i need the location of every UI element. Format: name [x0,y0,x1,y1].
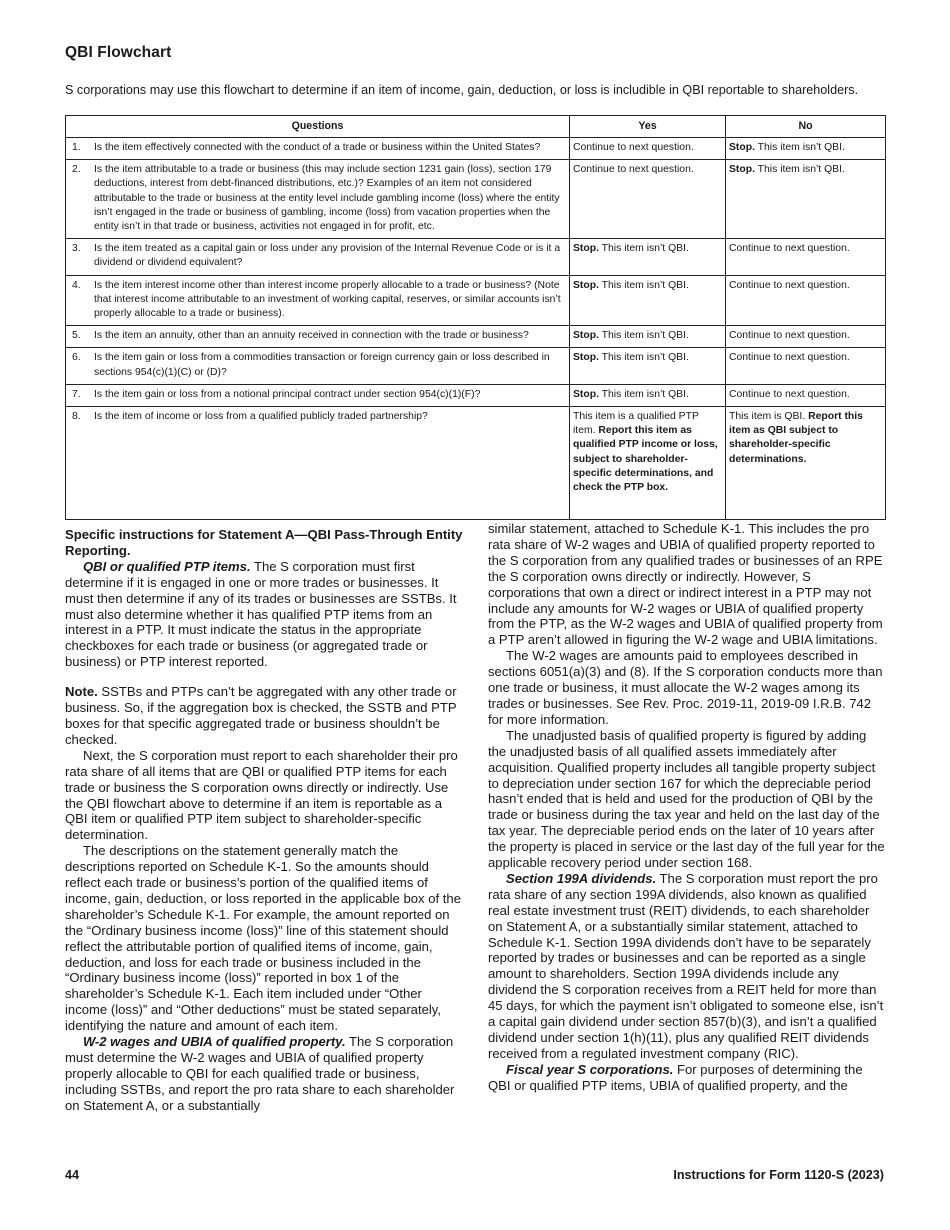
intro-paragraph: S corporations may use this flowchart to determine if an item of income, gain, deduction, or loss is includible in QBI reportable to shareholders. [65,83,859,97]
question-text: Is the item interest income other than interest income properly allocable to a trade or business? (Note that interest income attributable to an investment of working capital, reserves, or similar accounts isn’t properly allocable to a trade or business). [94,279,561,320]
paragraph [488,1062,886,1094]
run-in-heading: W-2 wages and UBIA of qualified property. [83,1034,346,1050]
no-cell [726,160,886,239]
yes-cell [570,384,726,406]
no-cell [726,138,886,160]
no-bold: Report this item as QBI subject to shareholder-specific determinations. [729,411,863,465]
question-number: 6. [72,352,81,364]
table-row [66,160,886,239]
paragraph [488,871,886,1062]
no-cell [726,348,886,384]
table-row [66,384,886,406]
question-text: Is the item attributable to a trade or business (this may include section 1231 gain (loss), section 179 deductions, interest from debt-financed distributions, etc.)? Examples of an item not considered attributable to the trade or business at the entity level include gambling income (loss) where the entity isn’t engaged in the trade or business of gambling, income (loss) from vacation properties when the entity isn’t in that trade or business, activities not engaged in for profit, etc. [94,164,560,233]
right-column [488,521,886,1094]
question-text: Is the item effectively connected with the conduct of a trade or business within the United States? [94,142,541,153]
paragraph: The descriptions on the statement generally match the descriptions reported on Schedule K-1. So the amounts should reflect each trade or business’s portion of the qualified items of income, gain, deduction, or loss reported in the applicable box of the shareholder’s Schedule K-1. For example, the amount reported on the “Ordinary business income (loss)” line of this statement should reflect the attributable portion of qualified items of income, gain, deduction, and loss for each trade or business included in the “Ordinary business income (loss)” reported in box 1 of the shareholder’s Schedule K-1. Each item included under “Other income (loss)” and “Other deductions” must be stated separately, identifying the nature and amount of each item. [65,843,461,1034]
yes-text: This item isn’t QBI. [598,330,689,342]
no-text: This item is QBI. [729,411,809,423]
yes-text: Continue to next question. [573,164,694,176]
no-cell [726,326,886,348]
yes-bold: Stop. [573,330,599,342]
table-row [66,407,886,520]
yes-cell [570,160,726,239]
question-cell [66,326,570,348]
no-text: This item isn’t QBI. [754,164,845,176]
question-cell [66,275,570,326]
yes-text: This item isn’t QBI. [598,243,689,255]
yes-bold: Report this item as qualified PTP income or loss, subject to shareholder-specific determinations, and check the PTP box. [573,425,718,494]
run-in-heading: Section 199A dividends. [506,870,657,886]
form-title: Instructions for Form 1120-S (2023) [673,1168,884,1182]
paragraph: similar statement, attached to Schedule K-1. This includes the pro rata share of W-2 wages and UBIA of qualified property reported to the S corporation from any qualified trades or businesses of an RPE the S corporation owns directly or indirectly. However, S corporations that own a direct or indirect interest in a PTP may not include any amounts for W-2 wages or UBIA of qualified property from the PTP, as the W-2 wages and UBIA of qualified property from a PTP aren’t allowed in figuring the W-2 wage and UBIA limitations. [488,521,883,648]
question-number: 4. [72,279,81,291]
note-paragraph [65,684,463,748]
question-number: 8. [72,411,81,423]
table-row [66,239,886,275]
no-text: This item isn’t QBI. [754,142,845,153]
yes-text: This item is a qualified PTP item. [573,411,699,437]
note-text: SSTBs and PTPs can’t be aggregated with any other trade or business. So, if the aggregation box is checked, the SSTB and PTP boxes for that specific aggregated trade or business shouldn’t be checked. [65,684,457,747]
qbi-flowchart-table [65,115,886,520]
yes-cell [570,138,726,160]
question-cell [66,138,570,160]
question-text: Is the item of income or loss from a qualified publicly traded partnership? [94,411,428,423]
no-cell [726,275,886,326]
paragraph: The unadjusted basis of qualified property is figured by adding the unadjusted basis of all qualified assets immediately after acquisition. Qualified property includes all tangible property subject to depreciation under section 167 for which the depreciable period hasn’t ended that is held and used for the production of QBI by the trade or business during the tax year and held on the last day of the tax year. The depreciable period ends on the later of 10 years after the property is placed in service or the last day of the full year for the applicable recovery period under section 168. [488,727,885,871]
paragraph-text: The S corporation must determine the W-2 wages and UBIA of qualified property properly allocable to QBI for each qualified trade or business, including SSTBs, and report the pro rata share to each shareholder on Statement A, or a substantially [65,1034,455,1113]
question-number: 1. [72,142,81,153]
table-header-row [66,116,886,138]
question-cell [66,384,570,406]
question-number: 2. [72,164,81,176]
yes-cell [570,239,726,275]
yes-cell [570,326,726,348]
note-label: Note. [65,684,98,700]
question-text: Is the item gain or loss from a notional principal contract under section 954(c)(1)(F)? [94,388,481,400]
no-text: Continue to next question. [729,388,850,400]
yes-text: Continue to next question. [573,142,694,153]
yes-bold: Stop. [573,279,599,291]
yes-cell [570,275,726,326]
question-text: Is the item an annuity, other than an annuity received in connection with the trade or business? [94,330,529,342]
question-cell [66,348,570,384]
no-bold: Stop. [729,142,755,153]
paragraph [65,559,463,670]
question-number: 3. [72,243,81,255]
yes-text: This item isn’t QBI. [598,388,689,400]
page-title: QBI Flowchart [65,44,172,61]
yes-text: This item isn’t QBI. [598,279,689,291]
yes-bold: Stop. [573,352,599,364]
no-cell [726,407,886,520]
run-in-heading: Fiscal year S corporations. [506,1061,674,1077]
yes-text: This item isn’t QBI. [598,352,689,364]
header-yes: Yes [570,116,726,138]
paragraph-text: The S corporation must first determine if it is engaged in one or more trades or businesses. It must then determine if any of its trades or businesses are SSTBs. It must also determine whether it has qualified PTP items from an interest in a PTP. It must indicate the status in the appropriate checkboxes for each trade or business (or aggregated trade or business) or PTP interest reported. [65,558,457,670]
paragraph-text: The S corporation must report the pro rata share of any section 199A dividends, also known as qualified real estate investment trust (REIT) dividends, to each shareholder on Statement A, or a substantially similar statement, attached to Schedule K-1. Section 199A dividends don’t have to be separately reported by trades or businesses and can be reported as a single amount to shareholders. Section 199A dividends include any dividend the S corporation receives from a REIT held for more than 45 days, for which the payment isn’t obligated to someone else, isn’t a capital gain dividend under section 857(b)(3), and isn’t a qualified dividend under section 1(h)(11), plus any qualified REIT dividends received from a regulated investment company (RIC). [488,870,884,1061]
no-cell [726,384,886,406]
no-text: Continue to next question. [729,243,850,255]
question-text: Is the item gain or loss from a commodities transaction or foreign currency gain or loss described in sections 954(c)(1)(C) or (D)? [94,352,550,378]
page-number: 44 [65,1168,80,1182]
no-bold: Stop. [729,164,755,176]
left-column [65,527,463,1114]
table-row [66,275,886,326]
paragraph: The W-2 wages are amounts paid to employees described in sections 6051(a)(3) and (8). If the S corporation conducts more than one trade or business, it must allocate the W-2 wages among its trades or businesses. See Rev. Proc. 2019-11, 2019-09 I.R.B. 742 for more information. [488,648,883,727]
question-number: 7. [72,388,81,400]
paragraph: Next, the S corporation must report to each shareholder their pro rata share of all items that are QBI or qualified PTP items for each trade or business the S corporation owns directly or indirectly. Use the QBI flowchart above to determine if an item is reportable as a QBI item or qualified PTP item subject to shareholder-specific determination. [65,747,458,843]
question-text: Is the item treated as a capital gain or loss under any provision of the Internal Revenue Code or is it a dividend or dividend equivalent? [94,243,561,269]
yes-bold: Stop. [573,243,599,255]
table-row [66,326,886,348]
no-text: Continue to next question. [729,330,850,342]
no-cell [726,239,886,275]
table-row [66,348,886,384]
table-row [66,138,886,160]
section-heading: Specific instructions for Statement A—QBI Pass-Through Entity Reporting. [65,527,463,558]
question-cell [66,407,570,520]
paragraph [65,1034,463,1114]
no-text: Continue to next question. [729,279,850,291]
question-number: 5. [72,330,81,342]
yes-cell [570,407,726,520]
paragraph-text: For purposes of determining the QBI or qualified PTP items, UBIA of qualified property, and the [488,1061,863,1093]
header-no: No [726,116,886,138]
question-cell [66,239,570,275]
yes-bold: Stop. [573,388,599,400]
question-cell [66,160,570,239]
run-in-heading: QBI or qualified PTP items. [83,558,251,574]
yes-cell [570,348,726,384]
header-questions: Questions [66,116,570,138]
no-text: Continue to next question. [729,352,850,364]
